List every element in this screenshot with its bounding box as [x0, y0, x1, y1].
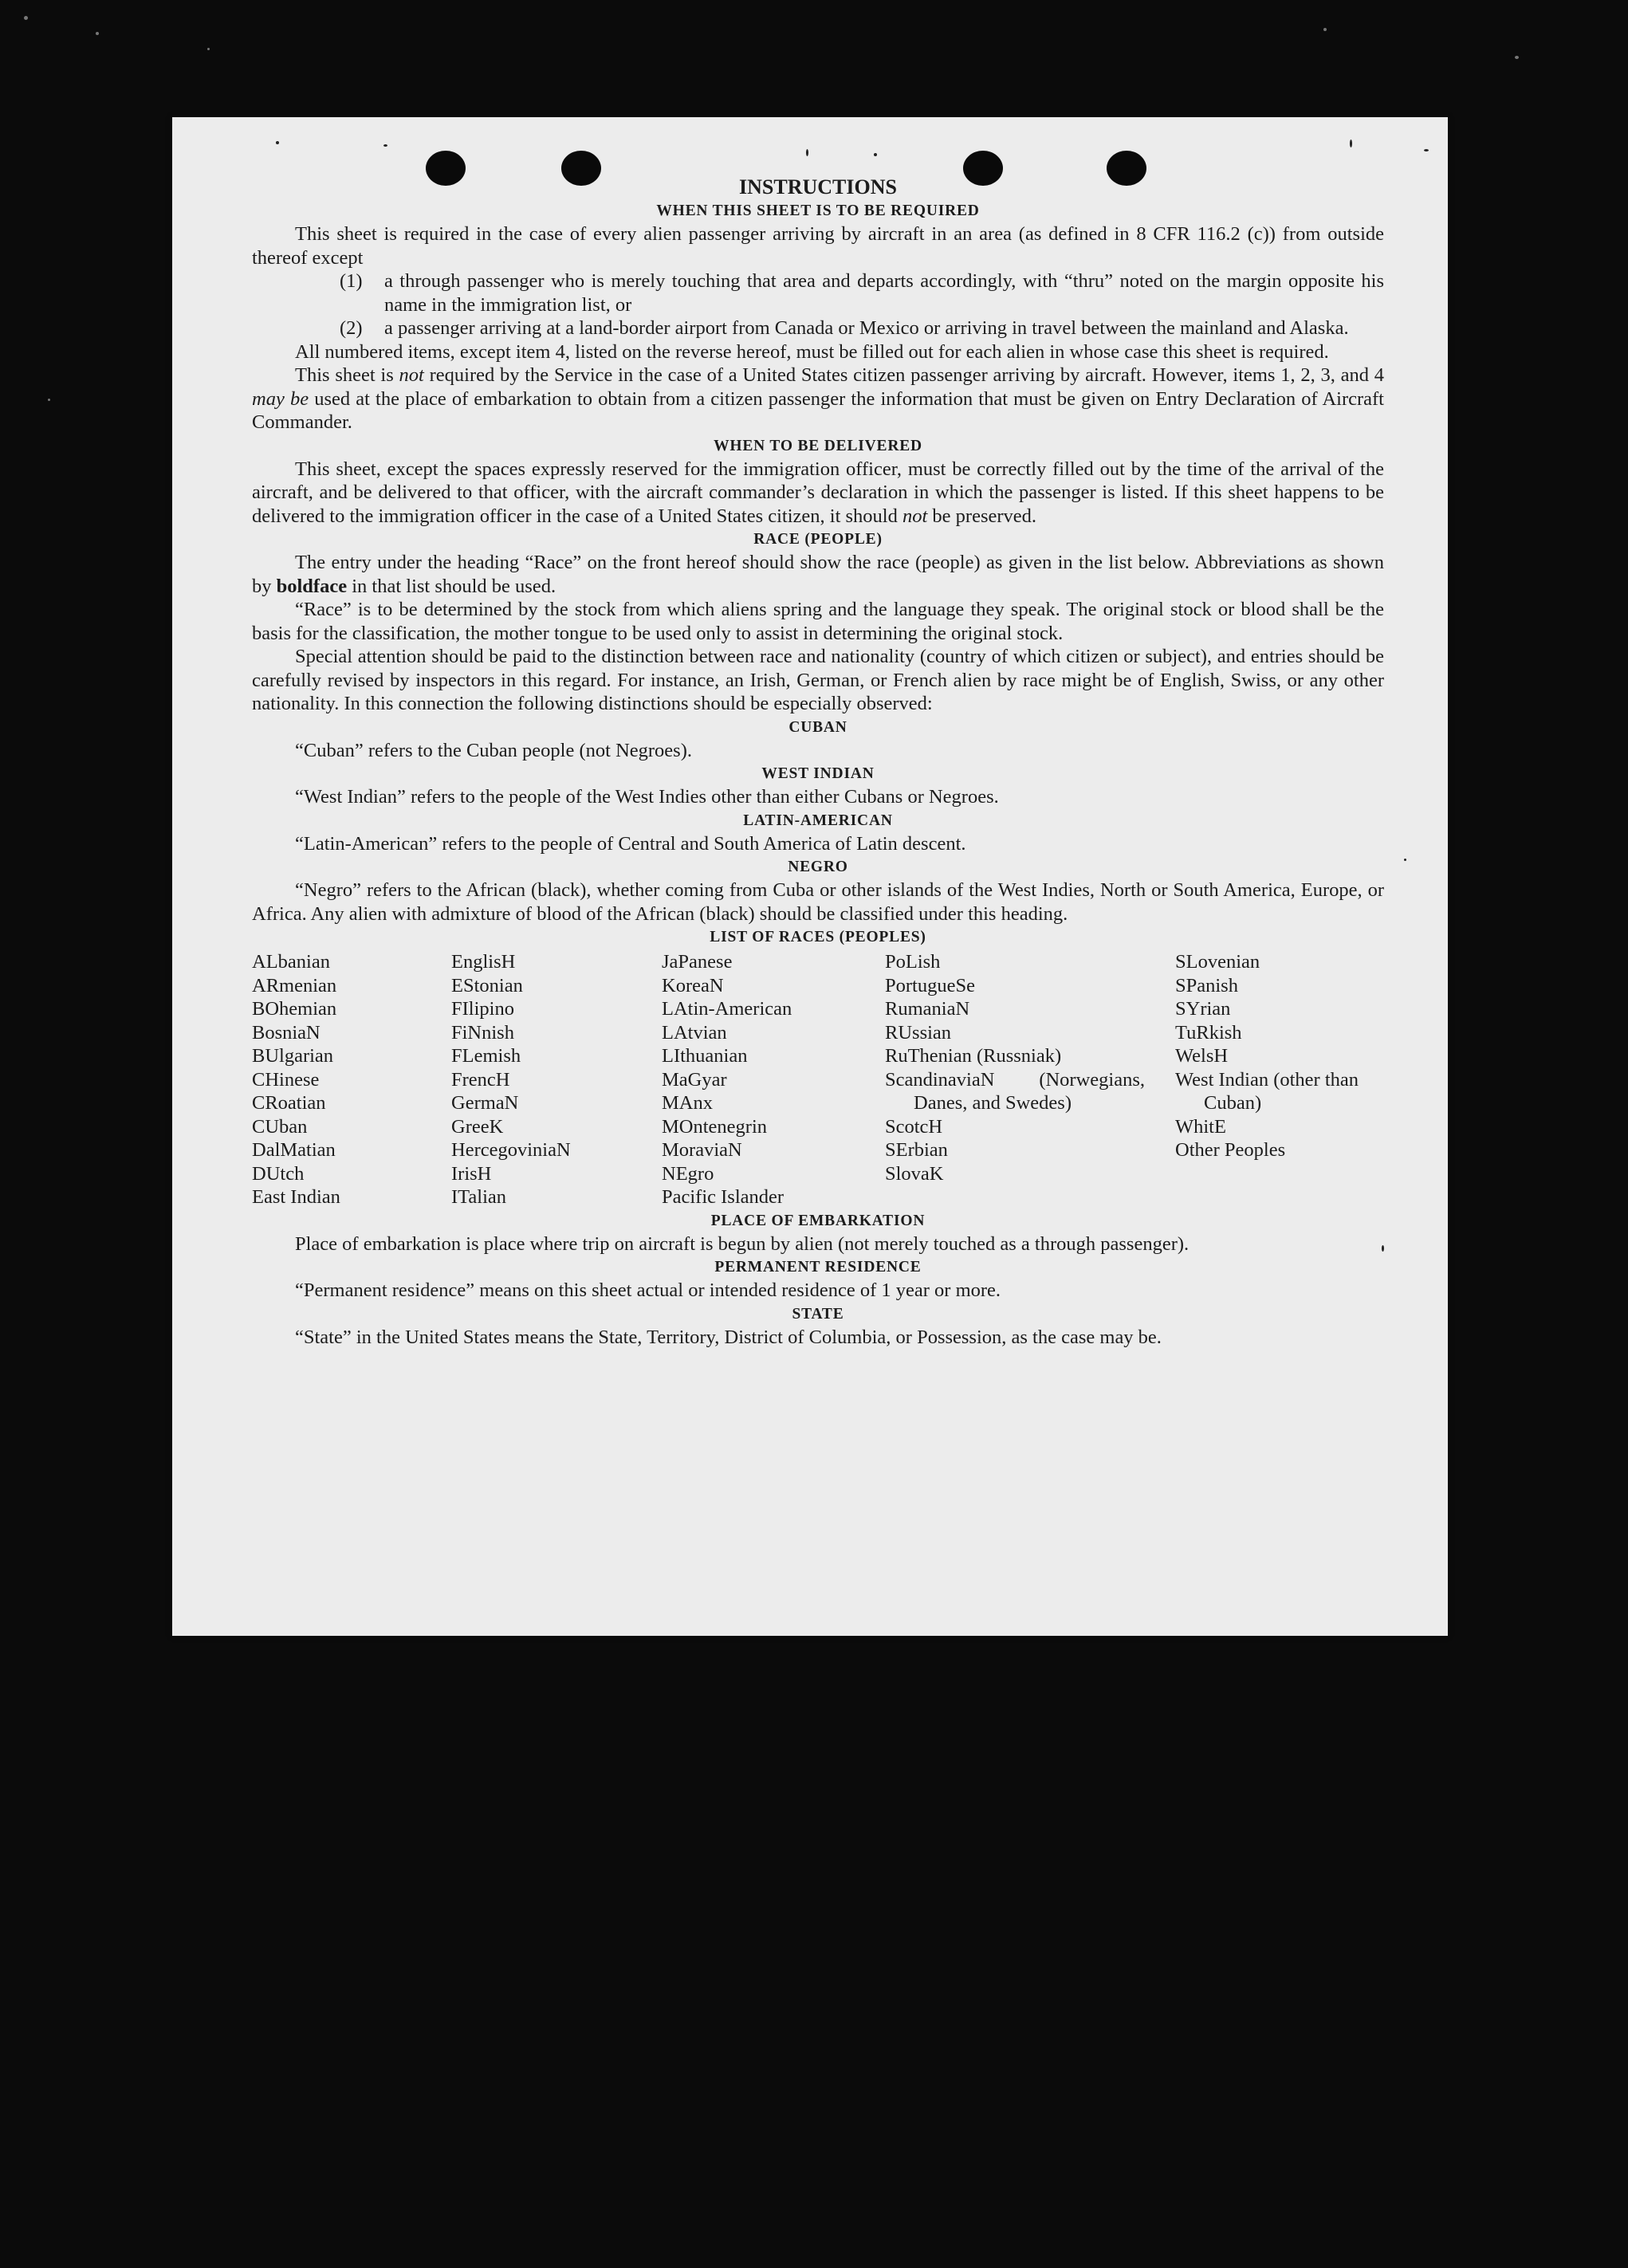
exception-number: (1): [340, 270, 363, 292]
paragraph-embarkation: Place of embarkation is place where trip on aircraft is begun by alien (not merely touched as a through passenger).: [295, 1232, 1190, 1255]
race-entry: RuThenian (Russniak): [885, 1045, 1062, 1067]
race-entry: GreeK: [451, 1115, 504, 1138]
heading-state: STATE: [792, 1305, 844, 1323]
paragraph-delivered: [252, 458, 1384, 529]
text-run: required by the Service in the case of a United States citizen passenger arriving by aircraft. However, items 1, 2, 3, and 4: [429, 364, 1385, 386]
instructions-content: [252, 175, 1384, 1349]
race-entry: EStonian: [451, 974, 523, 996]
race-entry: WelsH: [1175, 1045, 1229, 1067]
race-entry: DUtch: [252, 1162, 305, 1185]
heading-west-indian: WEST INDIAN: [761, 765, 875, 782]
paragraph-citizen: [252, 364, 1384, 434]
heading-race: RACE (PEOPLE): [753, 531, 883, 548]
heading-embarkation: PLACE OF EMBARKATION: [710, 1212, 926, 1229]
race-entry: MaGyar: [662, 1068, 727, 1091]
race-entry: Pacific Islander: [662, 1186, 785, 1208]
heading-cuban: CUBAN: [788, 718, 847, 736]
emphasis-text: may be: [252, 387, 309, 410]
race-entry: RUssian: [885, 1021, 952, 1044]
races-column: [1175, 950, 1384, 1209]
race-entry: CUban: [252, 1115, 308, 1138]
document-sheet: [172, 117, 1448, 1636]
race-entry: West Indian (other than Cuban): [1175, 1068, 1359, 1114]
race-entry: DalMatian: [252, 1139, 336, 1161]
paragraph-west-indian: “West Indian” refers to the people of the West Indies other than either Cubans or Negroes.: [295, 786, 999, 808]
race-entry: TuRkish: [1175, 1021, 1242, 1044]
race-entry: BosniaN: [252, 1021, 320, 1044]
races-list: [252, 950, 1384, 1209]
race-entry: BUlgarian: [252, 1045, 334, 1067]
race-entry: FiNnish: [451, 1021, 514, 1044]
race-entry: MAnx: [662, 1092, 713, 1114]
text-run: The entry under the heading “Race” on the front hereof should show the race (people) as given in the list below. Abbreviations as shown by: [252, 552, 1384, 597]
heading-negro: NEGRO: [788, 859, 848, 875]
race-entry: SLovenian: [1175, 951, 1260, 973]
emphasis-text: not: [399, 364, 424, 386]
paragraph-cuban: “Cuban” refers to the Cuban people (not Negroes).: [295, 739, 692, 761]
paragraph-required-intro: This sheet is required in the case of every alien passenger arriving by aircraft in an area (as defined in 8 CFR 116.2 (c)) from outside thereof except: [252, 223, 1384, 269]
paragraph-numbered-items: All numbered items, except item 4, listed on the reverse hereof, must be filled out for each alien in whose case this sheet is required.: [295, 340, 1329, 363]
race-entry: ITalian: [451, 1186, 507, 1208]
race-entry: ScotcH: [885, 1115, 943, 1138]
page-title: INSTRUCTIONS: [739, 175, 897, 198]
paragraph-latin-american: “Latin-American” refers to the people of Central and South America of Latin descent.: [295, 832, 966, 855]
race-entry: SlovaK: [885, 1162, 944, 1185]
races-column: [451, 950, 662, 1209]
paragraph-race-stock: “Race” is to be determined by the stock from which aliens spring and the language they speak. The original stock or blood shall be the basis for the classification, the mother tongue to be used only to assist in determining the original stock.: [252, 599, 1384, 644]
paragraph-residence: “Permanent residence” means on this sheet actual or intended residence of 1 year or more.: [295, 1279, 1001, 1301]
race-entry: CHinese: [252, 1068, 320, 1091]
text-run: in that list should be used.: [352, 575, 556, 597]
text-run: This sheet, except the spaces expressly reserved for the immigration officer, must be correctly filled out by the time of the arrival of the aircraft, and be delivered to that officer, with the aircraft commander’s declaration in which the passenger is listed. If this sheet happens to be delivered to the immigration officer in the case of a United States citizen, it should: [252, 458, 1384, 527]
race-entry: HercegoviniaN: [451, 1139, 571, 1161]
text-run: This sheet is: [295, 364, 394, 386]
race-entry: MOntenegrin: [662, 1115, 767, 1138]
race-entry: FrencH: [451, 1068, 510, 1091]
race-entry: CRoatian: [252, 1092, 326, 1114]
text-run: used at the place of embarkation to obtain from a citizen passenger the information that must be given on Entry Declaration of Aircraft Commander.: [252, 387, 1384, 433]
race-entry: NEgro: [662, 1162, 714, 1185]
race-entry: SErbian: [885, 1139, 948, 1161]
exception-item-2: [252, 316, 1384, 340]
heading-when-required: WHEN THIS SHEET IS TO BE REQUIRED: [656, 202, 980, 219]
race-entry: FLemish: [451, 1045, 521, 1067]
paragraph-state: “State” in the United States means the State, Territory, District of Columbia, or Possession, as the case may be.: [295, 1326, 1162, 1348]
exception-item-1: [252, 269, 1384, 316]
race-entry: East Indian: [252, 1186, 340, 1208]
race-entry: ScandinaviaN (Norwegians, Danes, and Swedes): [885, 1068, 1145, 1114]
races-column: [662, 950, 885, 1209]
heading-residence: PERMANENT RESIDENCE: [714, 1259, 922, 1276]
race-entry: MoraviaN: [662, 1139, 742, 1161]
paragraph-negro: “Negro” refers to the African (black), whether coming from Cuba or other islands of the West Indies, North or South America, Europe, or Africa. Any alien with admixture of blood of the African (black) should be classified under this heading.: [252, 879, 1384, 925]
race-entry: ALbanian: [252, 951, 330, 973]
race-entry: EnglisH: [451, 951, 516, 973]
heading-latin-american: LATIN-AMERICAN: [743, 812, 893, 829]
race-entry: LAtvian: [662, 1021, 727, 1044]
races-column: [252, 950, 451, 1209]
exception-text: a through passenger who is merely touching that area and departs accordingly, with “thru” noted on the margin opposite his name in the immigration list, or: [384, 270, 1384, 316]
race-entry: LIthuanian: [662, 1045, 748, 1067]
exception-text: a passenger arriving at a land-border airport from Canada or Mexico or arriving in travel between the mainland and Alaska.: [384, 317, 1349, 339]
emphasis-text: not: [902, 505, 928, 527]
text-run: be preserved.: [932, 505, 1037, 527]
bold-text: boldface: [276, 575, 348, 597]
race-entry: LAtin-American: [662, 998, 792, 1020]
paragraph-race-nationality: Special attention should be paid to the distinction between race and nationality (country of which citizen or subject), and entries should be carefully revised by inspectors in this regard. For instance, an Irish, German, or French alien by race might be of English, Swiss, or any other nationality. In this connection the following distinctions should be especially observed:: [252, 646, 1384, 714]
race-entry: SPanish: [1175, 974, 1238, 996]
races-column: [885, 950, 1175, 1209]
race-entry: PortugueSe: [885, 974, 975, 996]
race-entry: BOhemian: [252, 998, 337, 1020]
race-entry: Other Peoples: [1175, 1139, 1286, 1161]
race-entry: ARmenian: [252, 974, 337, 996]
race-entry: SYrian: [1175, 998, 1231, 1020]
exception-number: (2): [340, 317, 363, 339]
race-entry: IrisH: [451, 1162, 492, 1185]
paragraph-race-entry: [252, 551, 1384, 598]
heading-list-of-races: LIST OF RACES (PEOPLES): [710, 929, 926, 945]
race-entry: JaPanese: [662, 951, 733, 973]
race-entry: RumaniaN: [885, 998, 970, 1020]
race-entry: FIlipino: [451, 998, 514, 1020]
race-entry: PoLish: [885, 951, 941, 973]
race-entry: WhitE: [1175, 1115, 1226, 1138]
race-entry: KoreaN: [662, 974, 724, 996]
heading-when-delivered: WHEN TO BE DELIVERED: [714, 437, 922, 454]
race-entry: GermaN: [451, 1092, 519, 1114]
